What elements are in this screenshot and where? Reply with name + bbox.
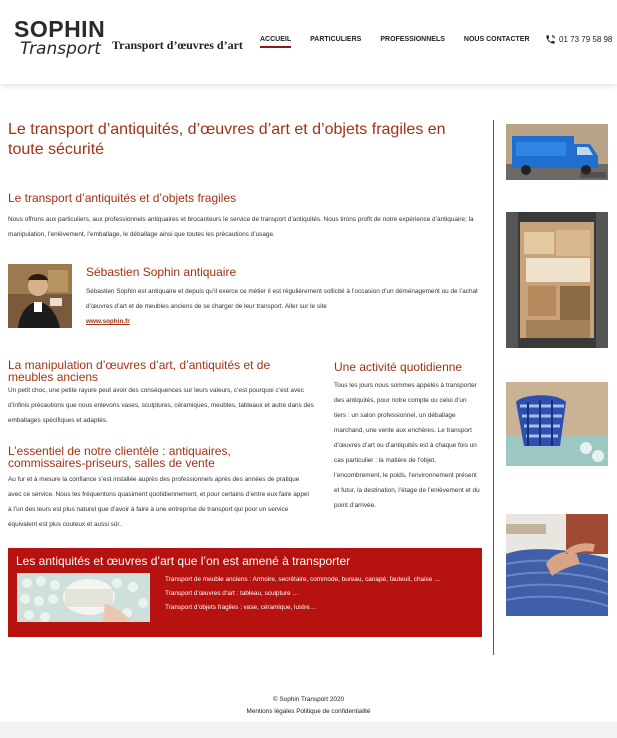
banner-title: Les antiquités et œuvres d’art que l’on est amené à transporter xyxy=(16,554,351,568)
profile-text xyxy=(86,284,480,329)
banner-item-meubles: Transport de meuble anciens : Armoire, secrétaire, commode, bureau, canapé, fauteuil, chaise … xyxy=(165,576,441,583)
phone-link[interactable] xyxy=(545,34,612,45)
main-nav xyxy=(260,36,530,48)
profile-description: Sébastien Sophin est antiquaire et depuis qu’il exerce ce métier il est régulièrement sollicité à l’occasion d’un déménagement ou de l’achat d’œuvres d’art et de meubles anciens de se charger de leur transport. Aller sur le site xyxy=(86,288,478,310)
nav-professionnels[interactable]: PROFESSIONNELS xyxy=(380,36,445,43)
site-header xyxy=(0,0,617,84)
activite-heading: Une activité quotidienne xyxy=(334,360,463,374)
nav-contact[interactable]: NOUS CONTACTER xyxy=(463,36,530,43)
banner-item-oeuvres: Transport d’œuvres d’art : tableau, sculpture … xyxy=(165,590,299,597)
banner-list xyxy=(165,573,465,615)
legal-links[interactable]: Mentions légales Politique de confidentialité xyxy=(246,708,371,715)
tagline: Transport d’œuvres d’art xyxy=(112,38,243,52)
section-heading-transport: Le transport d’antiquités et d’objets fragiles xyxy=(8,191,237,205)
section-text-transport: Nous offrons aux particuliers, aux professionnels antiquaires et brocanteurs le service de transport d’antiquités. Nous tirons profit de notre expérience d’antiquaire; la manipulation, l’enlèvement, l’emballage, le déballage ainsi que toutes les précautions d’usage. xyxy=(8,216,474,238)
site-footer xyxy=(0,694,617,718)
clientele-text: Au fur et à mesure la confiance s’est installée auprès des professionnels après des années de pratique avec ce service. Nous les fréquentons quasiment quotidiennement, et pour certains d’entre eux faire appel à l’un des leurs est plus naturel que d’avoir à faire à une entreprise de transport qui pour un service équivalent est plus couteux et aussi sûr. xyxy=(8,476,309,528)
clientele-heading: L’essentiel de notre clientèle : antiquaires, commissaires-priseurs, salles de vente xyxy=(8,444,231,470)
page-title: Le transport d’antiquités, d’œuvres d’art et d’objets fragiles en toute sécurité xyxy=(8,121,446,158)
manip-text: Un petit choc, une petite rayure peut avoir des conséquences sur leurs valeurs, c’est pourquoi c’est avec d’infinis précautions que nous enlevons vases, sculptures, céramiques, meubles, tableaux et autre dans des emballages spécifiques et adaptés. xyxy=(8,387,314,424)
copyright: © Sophin Transport 2020 xyxy=(272,696,345,703)
logo[interactable] xyxy=(14,18,105,58)
sophin-site-link[interactable]: www.sophin.fr xyxy=(86,318,130,325)
packing-photo xyxy=(506,514,608,616)
van-photo xyxy=(506,124,608,180)
phone-number: 01 73 79 58 98 xyxy=(559,35,613,44)
column-divider xyxy=(493,120,494,655)
vase-photo xyxy=(506,382,608,466)
banner-photo xyxy=(17,573,150,622)
profile-heading: Sébastien Sophin antiquaire xyxy=(86,265,237,279)
truck-load-photo xyxy=(506,212,608,348)
banner-item-fragiles: Transport d’objets fragiles : vase, céramique, lustre… xyxy=(165,604,317,611)
activite-text: Tous les jours nous sommes appelés à transporter des antiquités, pour notre compte ou celui d’un tiers : un salon professionnel, un déballage marchand, une vente aux enchères. Le transport d’œuvres d’art ou d’antiquités est à chaque fois un cas particulier : la matière de l’objet, l’encombrement, le poids, l’environnement présent et futur, la destination, l’étage de l’enlèvement et du point d’arrivée. xyxy=(334,382,480,509)
nav-accueil[interactable]: ACCUEIL xyxy=(260,36,291,48)
logo-name: SOPHIN xyxy=(14,16,106,42)
manip-heading: La manipulation d’œuvres d’art, d’antiquités et de meubles anciens xyxy=(8,358,271,384)
transport-types-banner xyxy=(8,548,482,637)
phone-icon xyxy=(545,34,556,45)
logo-sub: Transport xyxy=(20,39,101,59)
bottom-bar xyxy=(0,722,617,738)
nav-particuliers[interactable]: PARTICULIERS xyxy=(310,36,362,43)
portrait-photo xyxy=(8,264,72,328)
